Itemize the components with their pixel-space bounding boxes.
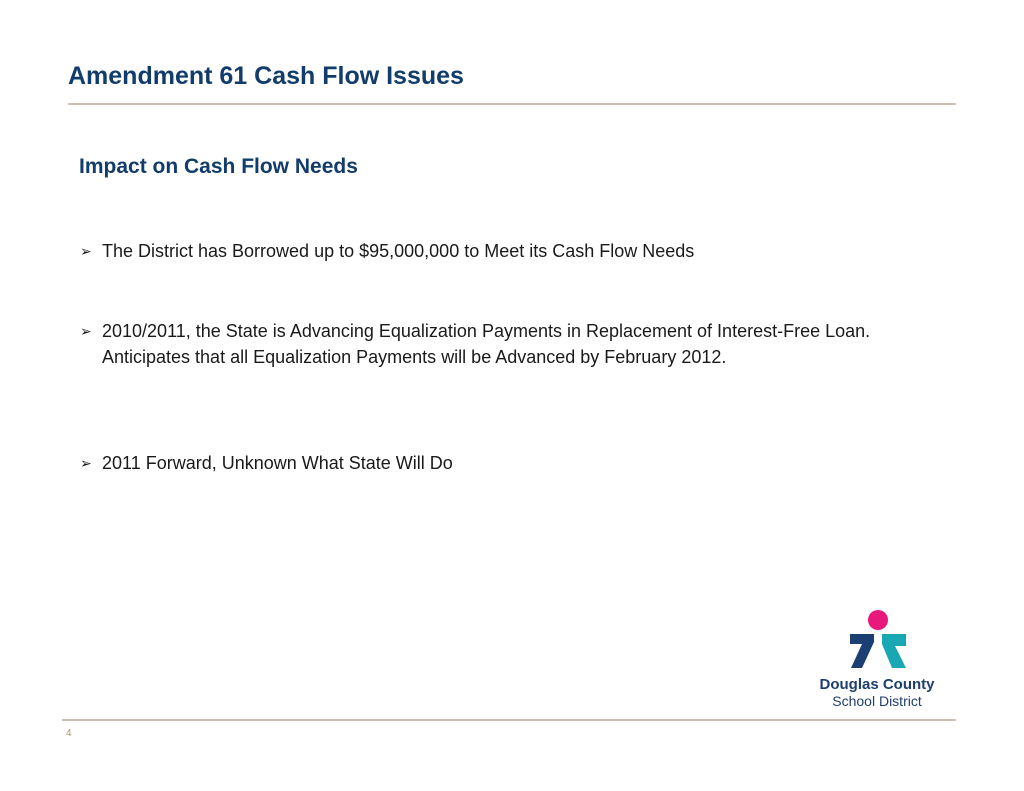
footer-divider: [62, 719, 956, 721]
arrow-bullet-icon: ➢: [80, 323, 92, 339]
bullet-item: [80, 238, 900, 264]
title-divider: [68, 103, 956, 105]
bullet-text: 2011 Forward, Unknown What State Will Do: [102, 453, 453, 473]
page-number: 4: [66, 728, 72, 739]
logo-text-line1: Douglas County: [819, 676, 935, 693]
bullet-text: The District has Borrowed up to $95,000,000 to Meet its Cash Flow Needs: [102, 241, 695, 261]
bullet-text: 2010/2011, the State is Advancing Equalization Payments in Replacement of Interest-Free Loan. Anticipates that all Equalization Payments will be Advanced by February 2012.: [102, 321, 871, 367]
district-logo-icon: [848, 608, 908, 670]
district-logo: [812, 608, 942, 712]
bullet-item: [80, 318, 900, 370]
section-heading: Impact on Cash Flow Needs: [79, 155, 358, 178]
logo-text-line2: School District: [832, 693, 922, 709]
bullet-item: [80, 450, 900, 476]
arrow-bullet-icon: ➢: [80, 455, 92, 471]
slide-title: Amendment 61 Cash Flow Issues: [68, 62, 464, 90]
arrow-bullet-icon: ➢: [80, 243, 92, 259]
